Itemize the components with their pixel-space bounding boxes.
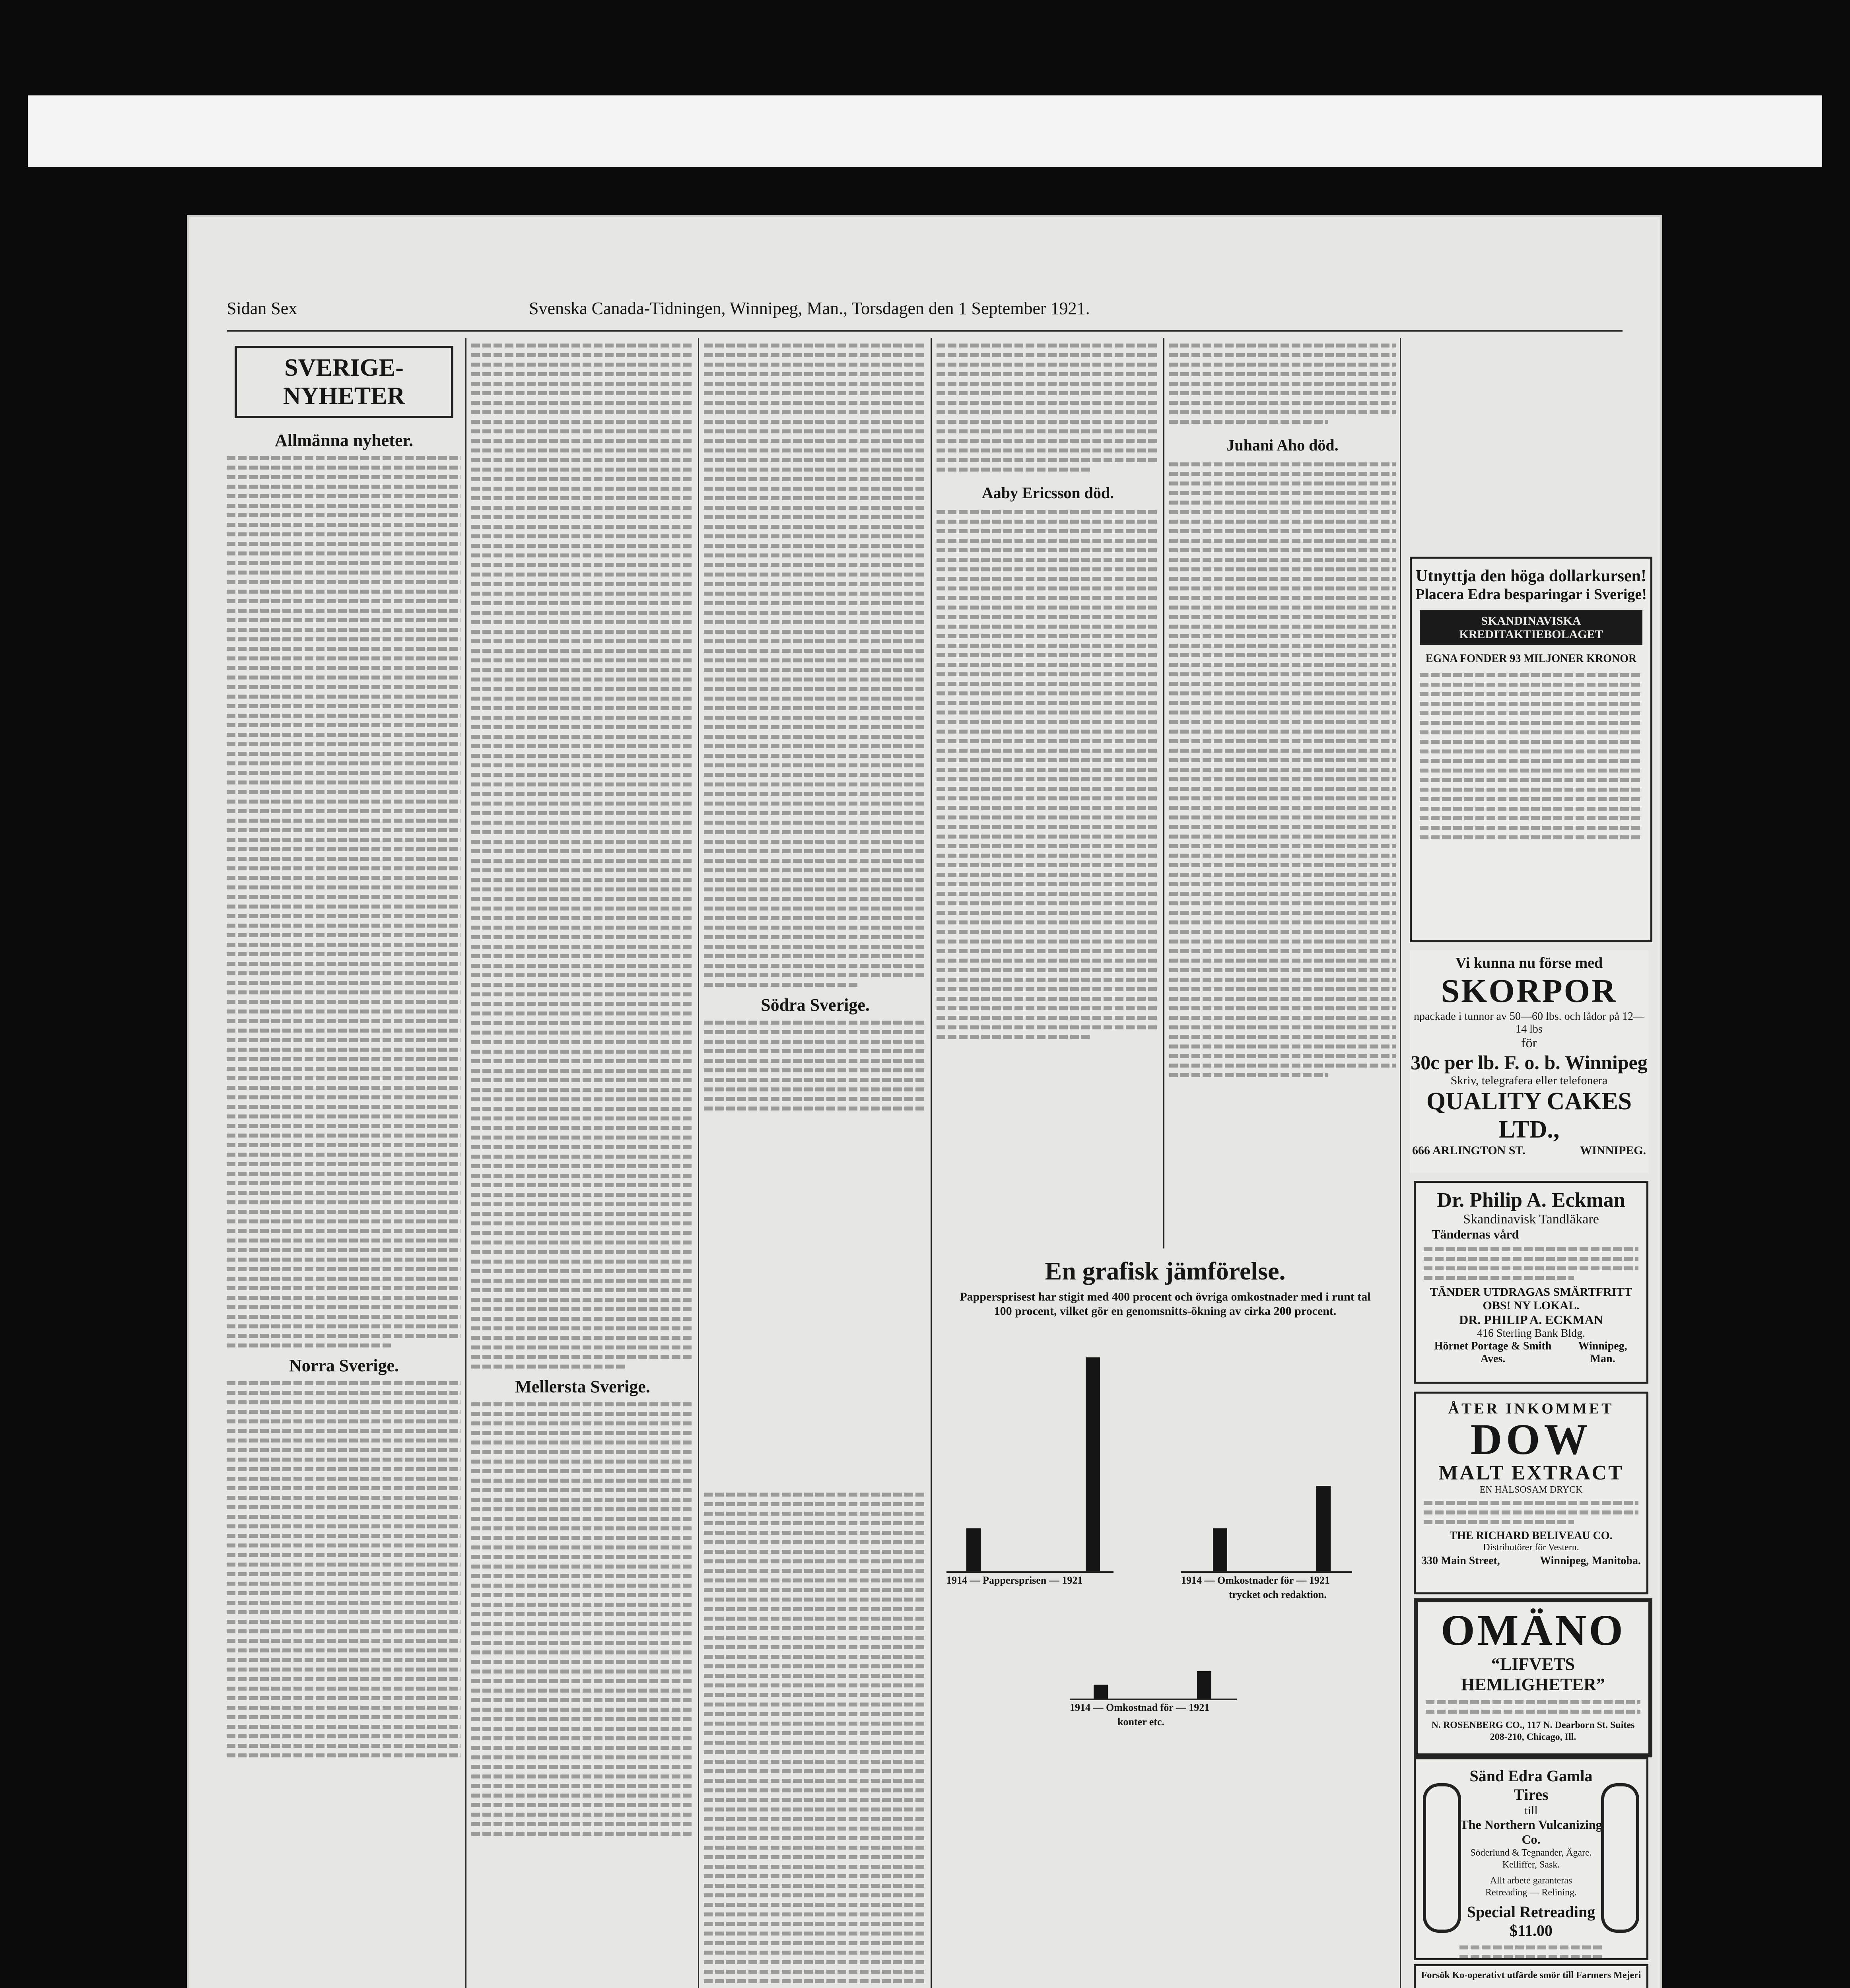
ad-company: QUALITY CAKES LTD.,	[1426, 1088, 1632, 1143]
ad-line: Placera Edra besparingar i Sverige!	[1415, 586, 1647, 603]
headline-aaby: Aaby Ericsson död.	[981, 484, 1114, 502]
article-text	[227, 456, 461, 1347]
page-label: Sidan Sex	[227, 299, 297, 318]
ad-line: Skriv, telegrafera eller telefonera	[1450, 1074, 1608, 1087]
ad-skorpor	[1410, 950, 1648, 1173]
ad-name: Dr. Philip A. Eckman	[1437, 1189, 1625, 1211]
ad-eckman	[1414, 1181, 1648, 1384]
ad-headline: SKORPOR	[1441, 973, 1617, 1010]
ad-omano	[1414, 1598, 1652, 1757]
ad-line: 416 Sterling Bank Bldg.	[1477, 1327, 1586, 1340]
chart-subtitle: Pappersprisest har stigit med 400 procent och övriga omkostnader med i runt tal 100 procent, vilket gör en genomsnitts-ökning av cirka 200 procent.	[960, 1290, 1371, 1318]
ad-line: TÄNDER UTDRAGAS SMÄRTFRITT	[1430, 1285, 1632, 1299]
header-rule	[227, 330, 1623, 332]
chart-title: En grafisk jämförelse.	[1045, 1257, 1286, 1285]
ad-body	[1424, 1501, 1638, 1524]
column-rule	[465, 338, 466, 1988]
ad-address-row	[1416, 1553, 1646, 1569]
ad-body	[1426, 1700, 1640, 1714]
ad-line: N. ROSENBERG CO., 117 N. Dearborn St. Suites 208-210, Chicago, Ill.	[1431, 1720, 1635, 1742]
label-konter: konter etc.	[1117, 1716, 1164, 1728]
ad-line: Söderlund & Tegnander, Ägare.	[1470, 1848, 1592, 1858]
tire-icon	[1601, 1783, 1639, 1933]
ad-line: till	[1524, 1804, 1538, 1817]
ad-price: Special Retreading $11.00	[1467, 1903, 1595, 1939]
subhead-norra: Norra Sverige.	[289, 1356, 399, 1375]
chart-bar	[1213, 1528, 1227, 1571]
ad-city: WINNIPEG.	[1580, 1144, 1646, 1157]
column-2	[471, 338, 694, 1988]
article-text	[937, 344, 1159, 472]
ad-line: OBS! NY LOKAL.	[1483, 1299, 1580, 1312]
headline-aho: Juhani Aho död.	[1226, 436, 1339, 454]
ad-line: Vi kunna nu förse med	[1455, 955, 1603, 971]
chart-area	[942, 1304, 1396, 1749]
ad-address-row	[1416, 1340, 1646, 1365]
column-1	[227, 338, 461, 1988]
ad-line: Forsök Ko-operativt utfärde smör till Farmers Mejeri	[1421, 1970, 1641, 1980]
label-omkostnad-konter: 1914 — Omkostnad för — 1921	[1070, 1702, 1210, 1713]
ad-headline: DOW	[1470, 1415, 1592, 1464]
axis-baseline-1	[946, 1571, 1113, 1573]
chart-bar	[1316, 1486, 1331, 1571]
ad-city: Winnipeg, Man.	[1578, 1340, 1627, 1365]
ad-address: 330 Main Street,	[1421, 1555, 1500, 1567]
masthead: Svenska Canada-Tidningen, Winnipeg, Man., Torsdagen den 1 September 1921.	[529, 299, 1090, 318]
ad-line: npackade i tunnor av 50—60 lbs. och lådor på 12—14 lbs	[1413, 1010, 1645, 1035]
subhead-mellersta: Mellersta Sverige.	[515, 1377, 650, 1396]
ad-line: Utnyttja den höga dollarkursen!	[1416, 567, 1646, 585]
ad-line: Retreading — Relining.	[1485, 1887, 1577, 1898]
article-text	[471, 344, 694, 1369]
column-3-lower	[704, 1487, 927, 1988]
ad-line: Tändernas vård	[1432, 1227, 1519, 1241]
ad-body	[1459, 1945, 1603, 1959]
chart-bar	[966, 1528, 981, 1571]
column-4	[937, 338, 1159, 1252]
article-text-2	[471, 1402, 694, 1836]
label-pappersprisen: 1914 — Pappersprisen — 1921	[946, 1574, 1083, 1586]
ad-dow	[1414, 1392, 1648, 1594]
ad-city: Winnipeg, Manitoba.	[1540, 1555, 1641, 1567]
ad-manitoba	[1414, 1964, 1648, 1988]
label-omkostnader: 1914 — Omkostnader för — 1921	[1181, 1574, 1330, 1586]
section-title: SVERIGE-NYHETER	[235, 346, 453, 418]
article-text-3	[704, 1493, 927, 1988]
ad-line: THE RICHARD BELIVEAU CO.	[1450, 1530, 1613, 1542]
ad-body	[1420, 673, 1642, 839]
ad-funds: EGNA FONDER 93 MILJONER KRONOR	[1425, 652, 1637, 665]
ad-line: EN HÄLSOSAM DRYCK	[1479, 1485, 1583, 1495]
article-text-2	[937, 510, 1159, 1039]
chart-bar	[1197, 1671, 1211, 1699]
page-header	[227, 298, 1623, 326]
article-text-2	[1169, 462, 1396, 1077]
ad-line: Distributörer för Vestern.	[1483, 1542, 1579, 1553]
ad-line: MALT EXTRACT	[1438, 1462, 1624, 1484]
axis-baseline-2	[1181, 1571, 1352, 1573]
article-text	[1169, 344, 1396, 424]
ad-address: 666 ARLINGTON ST.	[1412, 1144, 1525, 1157]
ad-line: DR. PHILIP A. ECKMAN	[1459, 1312, 1603, 1327]
column-rule	[698, 338, 699, 1988]
ad-line: Skandinavisk Tandläkare	[1463, 1212, 1599, 1227]
film-edge-strip	[28, 95, 1822, 167]
column-3	[704, 338, 927, 1252]
ad-line: för	[1521, 1036, 1537, 1050]
ad-line: Sänd Edra Gamla Tires	[1469, 1767, 1593, 1804]
column-5	[1169, 338, 1396, 1252]
ad-address: Hörnet Portage & Smith Aves.	[1434, 1340, 1552, 1365]
ad-skandinaviska	[1410, 557, 1652, 942]
ad-line: Allt arbete garanteras	[1490, 1875, 1572, 1886]
column-rule	[1400, 338, 1401, 1988]
ad-bank-name: SKANDINAVISKA KREDITAKTIEBOLAGET	[1420, 610, 1642, 645]
ad-body	[1424, 1247, 1638, 1280]
subhead-allmanna: Allmänna nyheter.	[275, 431, 413, 450]
chart-bar	[1094, 1685, 1108, 1699]
ad-headline: OMÄNO	[1441, 1606, 1625, 1654]
tire-icon	[1423, 1783, 1461, 1933]
ad-price: 30c per lb. F. o. b. Winnipeg	[1411, 1051, 1648, 1074]
article-text-2	[227, 1381, 461, 1757]
newspaper-page	[187, 215, 1662, 1988]
article-text-2	[704, 1021, 927, 1110]
column-rule	[931, 338, 932, 1988]
chart-bar	[1086, 1357, 1100, 1571]
ad-address-row	[1410, 1144, 1648, 1157]
column-rule	[1163, 338, 1164, 1248]
ad-line: Kelliffer, Sask.	[1502, 1860, 1560, 1870]
ad-line: ÅTER INKOMMET	[1448, 1400, 1614, 1417]
label-trycket: trycket och redaktion.	[1229, 1589, 1327, 1600]
subhead-sodra: Södra Sverige.	[761, 995, 870, 1015]
ad-line: “LIFVETS HEMLIGHETER”	[1461, 1654, 1605, 1694]
axis-baseline-3	[1070, 1699, 1237, 1700]
article-text	[704, 344, 927, 987]
ad-tires	[1414, 1757, 1648, 1960]
ad-company: The Northern Vulcanizing Co.	[1460, 1817, 1602, 1846]
